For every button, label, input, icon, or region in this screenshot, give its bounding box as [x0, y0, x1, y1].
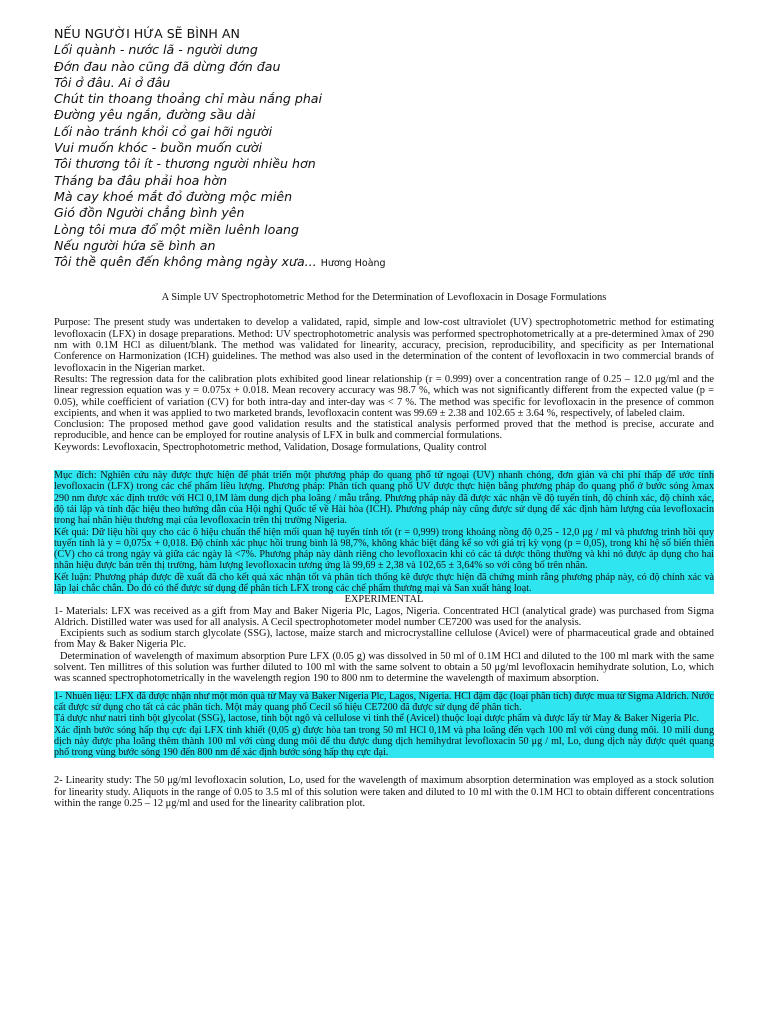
poem-last-line	[54, 254, 714, 272]
vn-abstract-purpose: Mục đích: Nghiên cứu này được thực hiện để phát triển một phương pháp đo quang phổ tử ngoại (UV) nhanh chóng, đơn giản và chi phí thấp để ước tính levofloxacin (LFX) trong các chế phẩm liều lượng. Phương pháp: Phân tích quang phổ UV được thực hiện bằng phương pháp đo quang phổ ở bước sóng λmax 290 nm được xác định trước với HCl 0,1M làm dung dịch pha loãng / mẫu trắng. Phương pháp này đã được xác nhận về độ tuyến tính, độ chính xác, độ chính xác, độ tái lập và tính đặc hiệu theo hướng dẫn của Hội nghị Quốc tế về Hài hòa (ICH). Phương pháp này cũng được sử dụng để xác định hàm lượng của levofloxacin trong hai nhãn hiệu thương mại của levofloxacin trên thị trường Nigeria.	[54, 470, 714, 527]
poem-line: Đường yêu ngắn, đường sầu dài	[54, 107, 256, 123]
poem-line: Tôi ở đâu. Ai ở đâu	[54, 74, 171, 90]
vn-excipients-paragraph: Tá dược như natri tinh bột glycolat (SSG), lactose, tinh bột ngô và cellulose vi tinh thể (Avicel) thuộc loại dược phẩm và được lấy từ May & Baker Nigeria Plc.	[54, 713, 714, 724]
poem-line: Vui muốn khóc - buồn muốn cười	[54, 140, 262, 156]
vn-abstract-conclusion: Kết luận: Phương pháp được đề xuất đã cho kết quả xác nhận tốt và phân tích thống kê được thực hiện đã chứng minh rằng phương pháp này, có độ chính xác và lặp lại chắc chắn. Do đó có thể được sử dụng để phân tích LFX trong các chế phẩm thương mại và San xuất hàng loạt.	[54, 571, 714, 594]
experimental-heading: EXPERIMENTAL	[344, 594, 424, 606]
poem-last-line-text: Tôi thề quên đến không màng ngày xưa...	[54, 254, 317, 270]
poem-line: Tôi thương tôi ít - thương người nhiều hơn	[54, 156, 316, 172]
poem-line: Chút tin thoang thoảng chỉ màu nắng phai	[54, 91, 323, 107]
highlighted-vn-materials	[54, 691, 714, 759]
vn-materials-paragraph: 1- Nhuên liệu: LFX đã được nhận như một món quà từ May và Baker Nigeria Plc, Lagos, Nigeria. HCl đậm đặc (loại phân tích) được mua từ Sigma Aldrich. Nước cất được sử dụng cho tất cả các phân tích. Một máy quang phổ Cecil số hiệu CE7200 đã được sử dụng để phân tích.	[54, 690, 714, 713]
vn-abstract-results: Kết quả: Dữ liệu hồi quy cho các ô hiệu chuẩn thể hiện mối quan hệ tuyến tính tốt (r = 0,999) trong khoảng nồng độ 0,25 - 12,0 μg / ml và phương trình hồi quy tuyến tính là y = 0,075x + 0,018. Độ chính xác phục hồi trung bình là 98,7%, không khác biệt đáng kể so với giá trị kỳ vọng (p = 0,05), trong khi hệ số biến thiên (CV) cho cả trong ngày và giữa các ngày là <7%. Phương pháp này dành riêng cho levofloxacin khi có các tá dược thông thường và khi nó được áp dụng cho hai nhãn hiệu được bán trên thị trường, hàm lượng levofloxacin tương ứng là 99,69 ± 2,38 và 102,65 ± 3,64% so với công bố trên nhãn.	[54, 526, 714, 572]
abstract-conclusion: Conclusion: The proposed method gave good validation results and the statistical analysis performed proved that the method is precise, accurate and reproducible, and hence can be employed for routine analysis of LFX in bulk and commercial formulations.	[54, 419, 714, 442]
poem	[54, 26, 714, 272]
linearity-paragraph: 2- Linearity study: The 50 μg/ml levofloxacin solution, Lo, used for the wavelength of maximum absorption determination was employed as a stock solution for linearity study. Aliquots in the range of 0.05 to 3.5 ml of this solution were taken and diluted to 10 ml with the 0.1M HCl to obtain different concentrations within the range 0.25 – 12 μg/ml and used for the linearity calibration plot.	[54, 775, 714, 810]
poem-line: Nếu người hứa sẽ bình an	[54, 237, 216, 253]
abstract-purpose: Purpose: The present study was undertaken to develop a validated, rapid, simple and low-cost ultraviolet (UV) spectrophotometric method for estimating levofloxacin (LFX) in dosage preparations. Method: UV spectrophotometric analysis was performed spectrophotometrically at a pre-determined λmax of 290 nm with 0.1M HCl as diluent/blank. The method was validated for linearity, accuracy, precision, reproducibility, and specificity as per International Conference on Harmonization (ICH) guidelines. The method was also used in the determination of the content of levofloxacin in two commercial brands of levofloxacin in the Nigerian market.	[54, 317, 714, 374]
poem-line: Lòng tôi mưa đổ một miền luênh loang	[54, 221, 300, 237]
highlighted-vn-abstract	[54, 470, 714, 594]
poem-author: Hương Hoàng	[320, 258, 386, 270]
vn-wavelength-paragraph: Xác định bước sóng hấp thụ cực đại LFX tinh khiết (0,05 g) được hòa tan trong 50 ml HCl 0,1M và pha loãng đến vạch 100 ml với cùng dung môi. 10 mili dung dịch này được pha loãng thêm thành 100 ml với cùng dung môi để thu được dung dịch hemihydrat levofloxacin 50 μg / ml, Lo, dung dịch này được quét quang phổ trong vùng bước sóng 190 đến 800 nm để xác định bước sóng hấp thụ cực đại.	[54, 724, 714, 759]
poem-line: Đớn đau nào cũng đã dừng đớn đau	[54, 58, 281, 74]
poem-line: Mà cay khoé mắt đỏ đường mộc miên	[54, 188, 293, 204]
poem-line: Lối nào tránh khỏi cỏ gai hỡi người	[54, 123, 273, 139]
excipients-paragraph: Excipients such as sodium starch glycolate (SSG), lactose, maize starch and microcrystalline cellulose (Avicel) were of pharmaceutical grade and obtained from May & Baker Nigeria Plc.	[54, 628, 714, 651]
poem-line: Lối quành - nước lã - người dưng	[54, 42, 258, 58]
materials-paragraph: 1- Materials: LFX was received as a gift from May and Baker Nigeria Plc, Lagos, Nigeria. Concentrated HCl (analytical grade) was purchased from Sigma Aldrich. Distilled water was used for all analysis. A Cecil spectrophotometer model number CE7200 was used for the analysis.	[54, 605, 714, 628]
wavelength-paragraph: Determination of wavelength of maximum absorption Pure LFX (0.05 g) was dissolved in 50 ml of 0.1M HCl and diluted to the 100 ml mark with the same solvent. Ten millitres of this solution was further diluted to 100 ml with the same solvent to obtain a 50 μg/ml levofloxacin hemihydrate solution, Lo, which was scanned spectrophotometrically in the wavelength region 190 to 800 nm to determine the wavelength of maximum absorption.	[54, 650, 714, 685]
poem-line: Gió đồn Người chẳng bình yên	[54, 205, 245, 221]
poem-line: Tháng ba đâu phải hoa hờn	[54, 172, 228, 188]
abstract-results: Results: The regression data for the calibration plots exhibited good linear relationship (r = 0.999) over a concentration range of 0.25 – 12.0 μg/ml and the linear regression equation was y = 0.075x + 0.018. Mean recovery accuracy was 98.7 %, which was not significantly different from the expected value (p = 0.05), while coefficient of variation (CV) for both intra-day and inter-day was < 7 %. The method was specific for levofloxacin in the presence of common excipients, and when it was applied to two marketed brands, levofloxacin content was 99.69 ± 2.38 and 102.65 ± 3.64 %, respectively, of labeled claim.	[54, 373, 714, 419]
abstract-keywords: Keywords: Levofloxacin, Spectrophotometric method, Validation, Dosage formulations, Quality control	[54, 441, 487, 453]
poem-title: NẾU NGƯỜI HỨA SẼ BÌNH AN	[54, 26, 240, 41]
paper-title: A Simple UV Spectrophotometric Method for the Determination of Levofloxacin in Dosage Formulations	[161, 292, 607, 304]
